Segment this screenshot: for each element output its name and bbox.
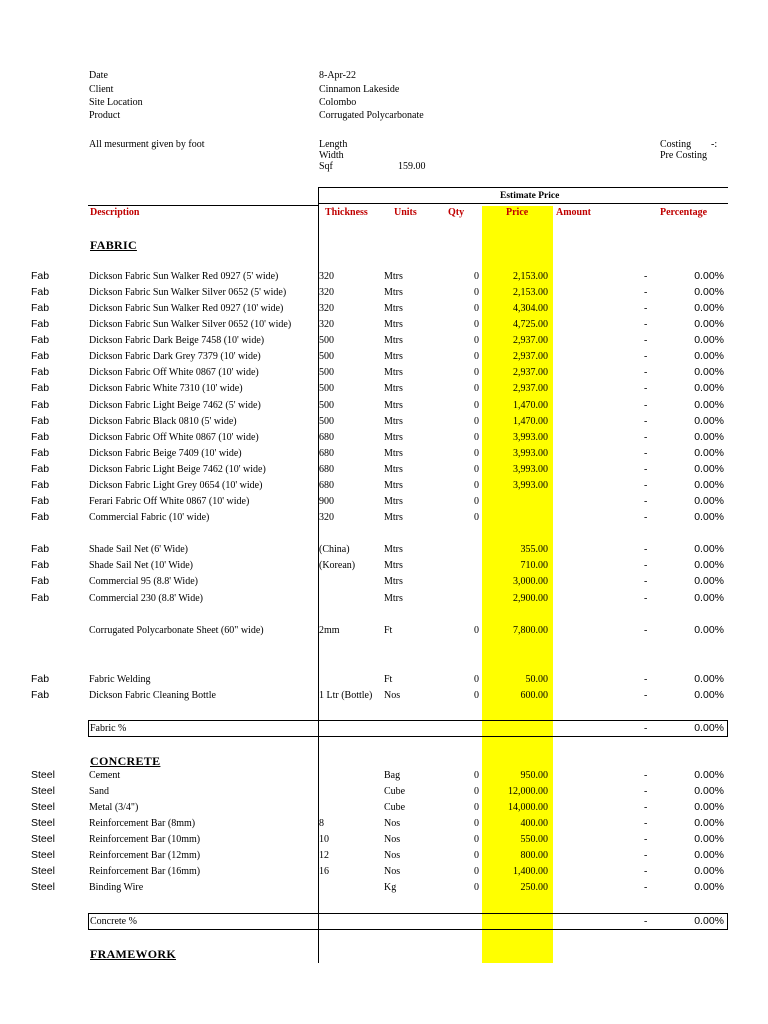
concrete-total-label: Concrete % (90, 916, 137, 927)
row-thickness: 10 (319, 834, 329, 845)
row-price: 50.00 (525, 674, 548, 685)
row-percentage: 0.00% (694, 689, 724, 701)
row-description: Dickson Fabric Off White 0867 (10' wide) (89, 367, 259, 378)
row-units: Mtrs (384, 512, 403, 523)
row-category: Fab (31, 431, 50, 443)
row-amount: - (644, 834, 648, 845)
col-thickness: Thickness (325, 207, 368, 218)
concrete-total-left-border (88, 913, 89, 930)
row-category: Steel (31, 817, 55, 829)
row-percentage: 0.00% (694, 575, 724, 587)
row-description: Dickson Fabric Sun Walker Silver 0652 (5' wide) (89, 287, 287, 298)
row-category: Fab (31, 463, 50, 475)
row-percentage: 0.00% (694, 479, 724, 491)
row-category: Steel (31, 785, 55, 797)
row-thickness: 320 (319, 271, 334, 282)
row-price: 2,937.00 (513, 383, 548, 394)
row-qty: 0 (474, 834, 479, 845)
row-thickness: 500 (319, 400, 334, 411)
row-percentage: 0.00% (694, 881, 724, 893)
row-amount: - (644, 351, 648, 362)
row-category: Fab (31, 495, 50, 507)
row-units: Mtrs (384, 448, 403, 459)
row-qty: 0 (474, 674, 479, 685)
row-units: Cube (384, 802, 406, 813)
row-qty: 0 (474, 770, 479, 781)
row-price: 2,937.00 (513, 367, 548, 378)
row-units: Bag (384, 770, 401, 781)
row-qty: 0 (474, 319, 479, 330)
row-qty: 0 (474, 496, 479, 507)
concrete-total-top-border (88, 913, 728, 914)
row-qty: 0 (474, 690, 479, 701)
row-qty: 0 (474, 400, 479, 411)
row-units: Kg (384, 882, 397, 893)
row-description: Shade Sail Net (6' Wide) (89, 544, 188, 555)
row-thickness: 2mm (319, 625, 340, 636)
row-percentage: 0.00% (694, 833, 724, 845)
row-thickness: 680 (319, 480, 334, 491)
product-value: Corrugated Polycarbonate (319, 110, 424, 121)
row-category: Steel (31, 865, 55, 877)
row-qty: 0 (474, 432, 479, 443)
row-category: Steel (31, 833, 55, 845)
row-thickness: 500 (319, 335, 334, 346)
date-label: Date (89, 70, 108, 81)
row-percentage: 0.00% (694, 431, 724, 443)
row-percentage: 0.00% (694, 511, 724, 523)
sqf-value: 159.00 (398, 161, 426, 172)
row-units: Mtrs (384, 319, 403, 330)
estimate-title-border (318, 203, 728, 204)
row-units: Mtrs (384, 303, 403, 314)
row-description: Dickson Fabric Off White 0867 (10' wide) (89, 432, 259, 443)
fabric-total-left-border (88, 720, 89, 737)
row-amount: - (644, 319, 648, 330)
row-category: Fab (31, 350, 50, 362)
row-description: Dickson Fabric Light Beige 7462 (5' wide) (89, 400, 261, 411)
row-description: Dickson Fabric Sun Walker Silver 0652 (10' wide) (89, 319, 292, 330)
row-thickness: 320 (319, 319, 334, 330)
client-value: Cinnamon Lakeside (319, 84, 400, 95)
row-price: 2,937.00 (513, 351, 548, 362)
fabric-total-amount: - (644, 723, 648, 734)
row-units: Mtrs (384, 367, 403, 378)
row-thickness: 320 (319, 303, 334, 314)
row-price: 3,993.00 (513, 448, 548, 459)
row-description: Dickson Fabric Sun Walker Red 0927 (5' wide) (89, 271, 279, 282)
row-percentage: 0.00% (694, 366, 724, 378)
row-description: Commercial Fabric (10' wide) (89, 512, 210, 523)
row-category: Fab (31, 382, 50, 394)
row-percentage: 0.00% (694, 673, 724, 685)
row-category: Fab (31, 270, 50, 282)
row-price: 550.00 (520, 834, 548, 845)
fabric-total-right-border (727, 720, 728, 737)
row-qty: 0 (474, 416, 479, 427)
row-amount: - (644, 448, 648, 459)
row-description: Ferari Fabric Off White 0867 (10' wide) (89, 496, 250, 507)
row-percentage: 0.00% (694, 849, 724, 861)
row-thickness: 500 (319, 416, 334, 427)
row-description: Dickson Fabric Sun Walker Red 0927 (10' wide) (89, 303, 284, 314)
row-category: Steel (31, 801, 55, 813)
fabric-total-bottom-border (88, 736, 728, 737)
row-category: Fab (31, 592, 50, 604)
client-label: Client (89, 84, 114, 95)
row-amount: - (644, 882, 648, 893)
row-price: 2,153.00 (513, 271, 548, 282)
sqf-label: Sqf (319, 161, 333, 172)
row-description: Dickson Fabric Dark Grey 7379 (10' wide) (89, 351, 261, 362)
row-amount: - (644, 432, 648, 443)
fabric-total-percentage: 0.00% (694, 722, 724, 734)
row-qty: 0 (474, 464, 479, 475)
row-units: Mtrs (384, 593, 403, 604)
row-category: Fab (31, 447, 50, 459)
row-description: Dickson Fabric Light Beige 7462 (10' wide) (89, 464, 266, 475)
fabric-total-label: Fabric % (90, 723, 127, 734)
row-percentage: 0.00% (694, 865, 724, 877)
row-description: Commercial 95 (8.8' Wide) (89, 576, 198, 587)
row-price: 3,000.00 (513, 576, 548, 587)
row-qty: 0 (474, 303, 479, 314)
row-price: 1,400.00 (513, 866, 548, 877)
row-amount: - (644, 416, 648, 427)
row-percentage: 0.00% (694, 399, 724, 411)
row-amount: - (644, 271, 648, 282)
row-units: Mtrs (384, 480, 403, 491)
row-price: 250.00 (520, 882, 548, 893)
row-description: Dickson Fabric Black 0810 (5' wide) (89, 416, 237, 427)
row-description: Reinforcement Bar (10mm) (89, 834, 201, 845)
row-amount: - (644, 464, 648, 475)
row-amount: - (644, 367, 648, 378)
costing-label: Costing (660, 139, 692, 150)
row-amount: - (644, 770, 648, 781)
row-qty: 0 (474, 448, 479, 459)
row-category: Fab (31, 399, 50, 411)
row-category: Fab (31, 559, 50, 571)
row-percentage: 0.00% (694, 270, 724, 282)
row-price: 600.00 (520, 690, 548, 701)
row-price: 4,725.00 (513, 319, 548, 330)
row-category: Fab (31, 575, 50, 587)
row-percentage: 0.00% (694, 559, 724, 571)
row-category: Fab (31, 543, 50, 555)
row-price: 2,937.00 (513, 335, 548, 346)
row-percentage: 0.00% (694, 334, 724, 346)
row-qty: 0 (474, 287, 479, 298)
concrete-total-bottom-border (88, 929, 728, 930)
row-price: 7,800.00 (513, 625, 548, 636)
row-amount: - (644, 576, 648, 587)
row-thickness: (China) (319, 544, 350, 555)
row-units: Mtrs (384, 416, 403, 427)
product-label: Product (89, 110, 121, 121)
row-units: Mtrs (384, 400, 403, 411)
row-amount: - (644, 400, 648, 411)
row-qty: 0 (474, 367, 479, 378)
row-thickness: 1 Ltr (Bottle) (319, 690, 373, 701)
row-price: 950.00 (520, 770, 548, 781)
row-units: Nos (384, 690, 401, 701)
site-label: Site Location (89, 97, 143, 108)
section-framework: FRAMEWORK (90, 947, 177, 961)
section-concrete: CONCRETE (90, 754, 161, 768)
row-price: 800.00 (520, 850, 548, 861)
row-amount: - (644, 866, 648, 877)
row-units: Mtrs (384, 576, 403, 587)
row-units: Mtrs (384, 271, 403, 282)
row-thickness: 8 (319, 818, 324, 829)
row-category: Fab (31, 334, 50, 346)
row-units: Nos (384, 850, 401, 861)
row-category: Fab (31, 286, 50, 298)
row-amount: - (644, 480, 648, 491)
row-price: 1,470.00 (513, 400, 548, 411)
estimate-title: Estimate Price (500, 191, 560, 201)
concrete-total-percentage: 0.00% (694, 915, 724, 927)
row-amount: - (644, 335, 648, 346)
row-qty: 0 (474, 818, 479, 829)
row-qty: 0 (474, 802, 479, 813)
col-percentage: Percentage (660, 207, 708, 218)
row-amount: - (644, 496, 648, 507)
row-amount: - (644, 786, 648, 797)
row-units: Nos (384, 834, 401, 845)
row-amount: - (644, 383, 648, 394)
col-amount: Amount (556, 207, 592, 218)
row-amount: - (644, 593, 648, 604)
row-percentage: 0.00% (694, 286, 724, 298)
row-description: Dickson Fabric Beige 7409 (10' wide) (89, 448, 242, 459)
row-amount: - (644, 303, 648, 314)
row-category: Fab (31, 302, 50, 314)
row-percentage: 0.00% (694, 447, 724, 459)
row-amount: - (644, 512, 648, 523)
row-units: Mtrs (384, 351, 403, 362)
row-qty: 0 (474, 866, 479, 877)
row-amount: - (644, 674, 648, 685)
row-units: Ft (384, 674, 393, 685)
row-price: 355.00 (520, 544, 548, 555)
row-thickness: (Korean) (319, 560, 356, 571)
row-price: 710.00 (520, 560, 548, 571)
row-description: Reinforcement Bar (16mm) (89, 866, 201, 877)
row-percentage: 0.00% (694, 801, 724, 813)
row-amount: - (644, 544, 648, 555)
row-percentage: 0.00% (694, 769, 724, 781)
row-amount: - (644, 690, 648, 701)
row-amount: - (644, 818, 648, 829)
row-thickness: 16 (319, 866, 329, 877)
row-amount: - (644, 287, 648, 298)
row-thickness: 680 (319, 448, 334, 459)
row-units: Nos (384, 866, 401, 877)
concrete-total-amount: - (644, 916, 648, 927)
row-percentage: 0.00% (694, 382, 724, 394)
row-thickness: 320 (319, 512, 334, 523)
row-thickness: 680 (319, 464, 334, 475)
row-price: 12,000.00 (508, 786, 548, 797)
row-price: 3,993.00 (513, 480, 548, 491)
row-percentage: 0.00% (694, 415, 724, 427)
row-amount: - (644, 560, 648, 571)
description-top-border (88, 205, 318, 206)
row-amount: - (644, 625, 648, 636)
row-units: Mtrs (384, 287, 403, 298)
row-thickness: 12 (319, 850, 329, 861)
concrete-total-right-border (727, 913, 728, 930)
row-qty: 0 (474, 271, 479, 282)
row-price: 2,153.00 (513, 287, 548, 298)
row-percentage: 0.00% (694, 350, 724, 362)
row-description: Shade Sail Net (10' Wide) (89, 560, 193, 571)
row-units: Mtrs (384, 544, 403, 555)
row-units: Mtrs (384, 383, 403, 394)
row-description: Metal (3/4") (89, 802, 139, 813)
row-qty: 0 (474, 351, 479, 362)
row-description: Binding Wire (89, 882, 144, 893)
row-category: Fab (31, 689, 50, 701)
row-category: Steel (31, 769, 55, 781)
row-thickness: 500 (319, 351, 334, 362)
row-description: Dickson Fabric Light Grey 0654 (10' wide) (89, 480, 263, 491)
row-description: Dickson Fabric Dark Beige 7458 (10' wide) (89, 335, 265, 346)
pre-costing-label: Pre Costing (660, 150, 707, 161)
length-label: Length (319, 139, 348, 150)
row-thickness: 320 (319, 287, 334, 298)
row-thickness: 500 (319, 367, 334, 378)
row-thickness: 680 (319, 432, 334, 443)
row-percentage: 0.00% (694, 785, 724, 797)
row-units: Nos (384, 818, 401, 829)
row-percentage: 0.00% (694, 463, 724, 475)
section-fabric: FABRIC (90, 238, 137, 252)
date-value: 8-Apr-22 (319, 70, 357, 81)
row-percentage: 0.00% (694, 318, 724, 330)
row-qty: 0 (474, 625, 479, 636)
row-thickness: 500 (319, 383, 334, 394)
row-price: 14,000.00 (508, 802, 548, 813)
row-description: Reinforcement Bar (8mm) (89, 818, 196, 829)
col-price: Price (506, 207, 529, 218)
row-amount: - (644, 802, 648, 813)
col-description: Description (90, 207, 140, 218)
row-units: Mtrs (384, 560, 403, 571)
row-units: Ft (384, 625, 393, 636)
row-description: Cement (89, 770, 121, 781)
row-description: Sand (89, 786, 109, 797)
col-qty: Qty (448, 207, 465, 218)
row-category: Fab (31, 673, 50, 685)
site-value: Colombo (319, 97, 357, 108)
row-price: 4,304.00 (513, 303, 548, 314)
row-description: Fabric Welding (89, 674, 151, 685)
row-price: 3,993.00 (513, 464, 548, 475)
row-units: Cube (384, 786, 406, 797)
row-price: 3,993.00 (513, 432, 548, 443)
row-qty: 0 (474, 335, 479, 346)
row-price: 400.00 (520, 818, 548, 829)
row-percentage: 0.00% (694, 302, 724, 314)
row-price: 1,470.00 (513, 416, 548, 427)
row-category: Steel (31, 849, 55, 861)
row-category: Fab (31, 511, 50, 523)
row-category: Fab (31, 318, 50, 330)
row-qty: 0 (474, 383, 479, 394)
row-category: Fab (31, 415, 50, 427)
row-description: Commercial 230 (8.8' Wide) (89, 593, 203, 604)
estimate-top-border (318, 187, 728, 188)
row-percentage: 0.00% (694, 624, 724, 636)
row-percentage: 0.00% (694, 592, 724, 604)
row-units: Mtrs (384, 432, 403, 443)
row-category: Fab (31, 366, 50, 378)
width-label: Width (319, 150, 344, 161)
row-price: 2,900.00 (513, 593, 548, 604)
row-qty: 0 (474, 480, 479, 491)
row-category: Steel (31, 881, 55, 893)
row-units: Mtrs (384, 464, 403, 475)
costing-dash: -: (711, 139, 718, 150)
row-amount: - (644, 850, 648, 861)
row-description: Dickson Fabric White 7310 (10' wide) (89, 383, 243, 394)
row-description: Reinforcement Bar (12mm) (89, 850, 201, 861)
row-description: Dickson Fabric Cleaning Bottle (89, 690, 216, 701)
row-qty: 0 (474, 512, 479, 523)
measurement-note: All mesurment given by foot (89, 139, 205, 150)
row-qty: 0 (474, 786, 479, 797)
row-units: Mtrs (384, 496, 403, 507)
row-qty: 0 (474, 850, 479, 861)
row-qty: 0 (474, 882, 479, 893)
row-description: Corrugated Polycarbonate Sheet (60" wide) (89, 625, 264, 636)
row-percentage: 0.00% (694, 817, 724, 829)
row-thickness: 900 (319, 496, 334, 507)
col-units: Units (394, 207, 417, 218)
fabric-total-top-border (88, 720, 728, 721)
row-percentage: 0.00% (694, 495, 724, 507)
row-percentage: 0.00% (694, 543, 724, 555)
row-category: Fab (31, 479, 50, 491)
row-units: Mtrs (384, 335, 403, 346)
